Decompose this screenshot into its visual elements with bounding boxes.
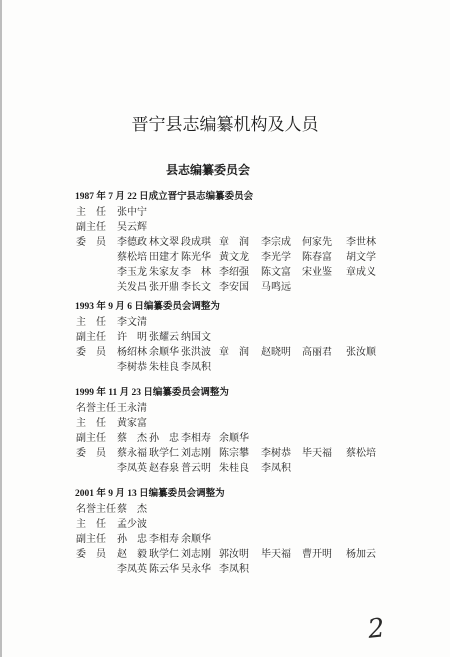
role-label: 副主任 [76,222,106,233]
page-title: 晋宁县志编纂机构及人员 [131,115,319,134]
roster-row [75,205,395,220]
member-name: 高丽君 [302,347,332,358]
member-name: 陈云华 [149,564,179,575]
role-label: 名誉主任 [76,403,116,414]
member-name: 李树恭 [261,448,291,459]
member-name: 孙 忠 [117,534,147,545]
member-name: 蔡松培 [346,448,376,459]
member-name: 李 林 [181,267,211,278]
member-name: 朱桂良 [149,362,179,373]
member-name: 李文清 [117,317,147,328]
member-name: 赵晓明 [261,347,291,358]
member-name: 吴永华 [181,564,211,575]
roster-row [75,250,395,265]
member-name: 张耀云 [149,332,179,343]
member-name: 蔡永福 [117,448,147,459]
member-name: 刘志刚 [181,448,211,459]
roster-section [75,190,395,295]
roster-row [75,235,395,250]
member-name: 李玉龙 [117,267,147,278]
committee-heading: 县志编纂委员会 [166,163,251,177]
role-label: 委 员 [76,237,106,248]
role-label: 名誉主任 [76,504,116,515]
member-name: 黄文龙 [219,252,249,263]
member-name: 杨加云 [346,549,376,560]
member-name: 蔡 杰 [117,433,147,444]
member-name: 赵春泉 [149,463,179,474]
member-name: 郭汝明 [219,549,249,560]
member-name: 李光学 [261,252,291,263]
member-name: 余顺华 [149,347,179,358]
role-label: 副主任 [76,433,106,444]
member-name: 刘志刚 [181,549,211,560]
member-name: 黄家富 [117,418,147,429]
member-name: 李相寿 [181,433,211,444]
member-name: 李凤积 [219,564,249,575]
member-name: 田建才 [149,252,179,263]
member-name: 耿学仁 [149,549,179,560]
member-name: 赵 毅 [117,549,147,560]
roster-row [75,446,395,461]
member-name: 宋业鉴 [302,267,332,278]
member-name: 朱家友 [149,267,179,278]
roster-row [75,330,395,345]
section-heading: 1987 年 7 月 22 日成立晋宁县志编纂委员会 [75,192,254,202]
roster-row [75,532,395,547]
member-name: 耿学仁 [149,448,179,459]
member-name: 李凤英 [117,564,147,575]
roster-row [75,345,395,360]
member-name: 章成义 [346,267,376,278]
roster-row [75,502,395,517]
member-name: 毕天福 [302,448,332,459]
role-label: 委 员 [76,549,106,560]
member-name: 李世林 [346,237,376,248]
roster-row [75,416,395,431]
member-name: 朱桂良 [219,463,249,474]
member-name: 何家先 [302,237,332,248]
member-name: 余顺华 [219,433,249,444]
roster-row [75,220,395,235]
roster-section [75,487,395,577]
section-heading: 1999 年 11 月 23 日编纂委员会调整为 [75,388,229,398]
member-name: 普云明 [181,463,211,474]
section-heading: 2001 年 9 月 13 日编纂委员会调整为 [75,489,225,499]
member-name: 李凤英 [117,463,147,474]
member-name: 章 润 [219,237,249,248]
member-name: 李德政 [117,237,147,248]
member-name: 马鸣远 [261,282,291,293]
member-name: 曹开明 [302,549,332,560]
member-name: 张汝顺 [346,347,376,358]
member-name: 李长文 [181,282,211,293]
member-name: 毕天福 [261,549,291,560]
member-name: 吴云辉 [117,222,147,233]
role-label: 副主任 [76,332,106,343]
member-name: 李凤积 [261,463,291,474]
member-name: 章 润 [219,347,249,358]
member-name: 余顺华 [181,534,211,545]
handwritten-page-number: 2 [366,613,387,645]
roster-row [75,547,395,562]
member-name: 林文翠 [149,237,179,248]
member-name: 王永清 [117,403,147,414]
member-name: 杨绍林 [117,347,147,358]
roster-row [75,461,395,476]
member-name: 李安国 [219,282,249,293]
member-name: 陈文富 [261,267,291,278]
member-name: 陈宗攀 [219,448,249,459]
role-label: 主 任 [76,317,106,328]
member-name: 段成琪 [181,237,211,248]
roster-row [75,562,395,577]
roster-row [75,517,395,532]
member-name: 胡文学 [346,252,376,263]
section-heading: 1993 年 9 月 6 日编纂委员会调整为 [75,302,220,312]
member-name: 张洪波 [181,347,211,358]
member-name: 李树恭 [117,362,147,373]
roster-row [75,265,395,280]
member-name: 李凤积 [181,362,211,373]
member-name: 张开鼎 [149,282,179,293]
member-name: 许 明 [117,332,147,343]
role-label: 主 任 [76,418,106,429]
member-name: 陈光华 [181,252,211,263]
member-name: 孟少波 [117,519,147,530]
member-name: 关发昌 [117,282,147,293]
role-label: 主 任 [76,519,106,530]
roster-row [75,431,395,446]
member-name: 李宗成 [261,237,291,248]
member-name: 蔡 杰 [117,504,147,515]
roster-row [75,280,395,295]
roster-row [75,360,395,375]
roster-row [75,315,395,330]
role-label: 副主任 [76,534,106,545]
member-name: 李相寿 [149,534,179,545]
member-name: 李绍强 [219,267,249,278]
member-name: 蔡松培 [117,252,147,263]
roster-section [75,386,395,476]
member-name: 张中宁 [117,207,147,218]
member-name: 纳国文 [181,332,211,343]
member-name: 陈春富 [302,252,332,263]
role-label: 委 员 [76,347,106,358]
role-label: 委 员 [76,448,106,459]
roster-section [75,300,395,375]
roster-row [75,401,395,416]
member-name: 孙 忠 [149,433,179,444]
role-label: 主 任 [76,207,106,218]
